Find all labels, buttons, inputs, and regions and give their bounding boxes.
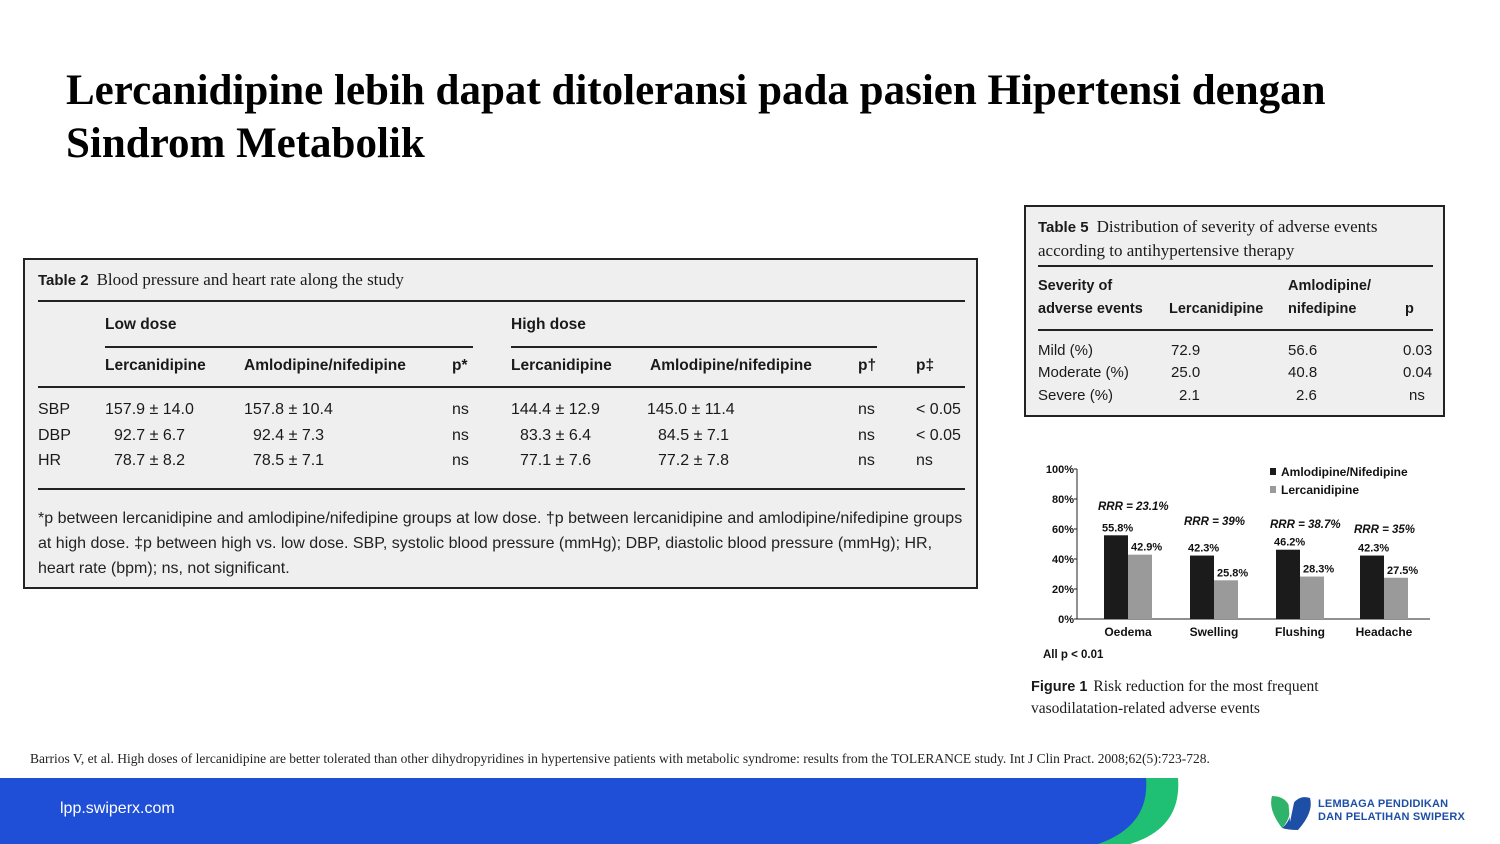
cell: 84.5 ± 7.1 (658, 427, 730, 444)
cell: 157.8 ± 10.4 (244, 401, 333, 418)
table-2-bottom-rule (38, 488, 965, 490)
cell: 2.1 (1179, 387, 1200, 404)
data-label: 42.3% (1188, 542, 1220, 555)
row-dbp-label: DBP (38, 427, 71, 444)
cell: ns (916, 452, 933, 469)
cell: ns (452, 427, 469, 444)
cell: ns (452, 452, 469, 469)
cell: 0.04 (1403, 364, 1433, 381)
data-label: 42.3% (1358, 542, 1390, 555)
cell: < 0.05 (916, 427, 961, 444)
head-amlodipine-2: nifedipine (1288, 301, 1357, 317)
figure-1-caption-line-1: Risk reduction for the most frequent (1093, 678, 1319, 695)
legend-label: Lercanidipine (1281, 483, 1360, 497)
cell: 157.9 ± 14.0 (105, 401, 194, 418)
table-2-title: Blood pressure and heart rate along the study (96, 270, 404, 289)
row-sbp-label: SBP (38, 401, 71, 418)
cell: ns (1409, 387, 1425, 404)
bar-amlodipine (1276, 550, 1300, 619)
x-tick-label: Swelling (1189, 625, 1239, 639)
x-tick-label: Flushing (1275, 625, 1325, 639)
group-low-dose: Low dose (105, 316, 177, 333)
bar-amlodipine (1190, 556, 1214, 619)
table-5-header-rule (1038, 329, 1433, 331)
cell: ns (858, 427, 875, 444)
cell: 0.03 (1403, 342, 1433, 359)
rrr-annotation: RRR = 39% (1184, 516, 1246, 528)
slide-title: Lercanidipine lebih dapat ditoleransi pada pasien Hipertensi dengan Sindrom Metabolik (66, 67, 1326, 167)
head-severity-2: adverse events (1038, 301, 1143, 317)
cell: 145.0 ± 11.4 (647, 401, 735, 418)
logo-line-2: DAN PELATIHAN SWIPERX (1318, 811, 1466, 823)
table-5-label: Table 5 (1038, 219, 1089, 236)
bar-lercanidipine (1384, 578, 1408, 619)
table-5-adverse-events (1024, 205, 1445, 417)
y-tick-label: 80% (1051, 494, 1074, 506)
cell: 2.6 (1296, 387, 1317, 404)
logo-text (1318, 798, 1465, 824)
cell: ns (858, 401, 875, 418)
low-dose-rule (105, 346, 473, 348)
table-2-footnote: *p between lercanidipine and amlodipine/nifedipine groups at low dose. †p between lercanidipine and amlodipine/nifedipine groups at high dose. ‡p between high vs. low dose. SBP, systolic blood pressure (mmHg); DBP, diastolic blood pressure (mmHg); HR, heart rate (bpm); ns, not significant. (38, 510, 963, 577)
table-2-header-rule (38, 386, 965, 388)
rrr-annotation: RRR = 35% (1354, 524, 1416, 536)
head-lercanidipine: Lercanidipine (1169, 301, 1264, 317)
data-label: 55.8% (1102, 522, 1134, 535)
group-high-dose: High dose (511, 316, 586, 333)
head-severity-1: Severity of (1038, 278, 1113, 294)
cell: 92.7 ± 6.7 (114, 427, 186, 444)
y-tick-label: 40% (1051, 554, 1074, 566)
high-dose-rule (511, 346, 877, 348)
col-p-dagger: p† (858, 357, 877, 374)
table-2-label: Table 2 (38, 272, 89, 289)
y-tick-label: 100% (1045, 464, 1074, 476)
cell: 77.2 ± 7.8 (658, 452, 730, 469)
cell: 25.0 (1171, 364, 1201, 381)
data-label: 42.9% (1131, 541, 1163, 554)
cell: 72.9 (1171, 342, 1201, 359)
figure-1-caption-line-2: vasodilatation-related adverse events (1031, 700, 1260, 717)
cell: ns (452, 401, 469, 418)
col-high-amlodipine: Amlodipine/nifedipine (650, 357, 812, 374)
head-amlodipine-1: Amlodipine/ (1288, 278, 1371, 294)
data-label: 25.8% (1217, 567, 1249, 580)
footer-url-link[interactable]: lpp.swiperx.com (60, 800, 175, 817)
row-severe-label: Severe (%) (1038, 387, 1114, 404)
figure-1-label: Figure 1 (1031, 679, 1088, 695)
legend-swatch (1270, 468, 1276, 475)
cell: 92.4 ± 7.3 (253, 427, 325, 444)
cell: 78.5 ± 7.1 (253, 452, 325, 469)
logo-line-1: LEMBAGA PENDIDIKAN (1318, 798, 1449, 810)
bar-lercanidipine (1214, 580, 1238, 619)
legend-swatch (1270, 486, 1276, 493)
figure-note: All p < 0.01 (1043, 649, 1104, 661)
cell: 40.8 (1288, 364, 1318, 381)
col-p-double-dagger: p‡ (916, 357, 935, 374)
cell: ns (858, 452, 875, 469)
bar-lercanidipine (1128, 555, 1152, 619)
head-p: p (1405, 301, 1414, 317)
table-2-top-rule (38, 300, 965, 302)
figure-1-caption (1031, 676, 1451, 720)
col-p-star: p* (452, 357, 468, 374)
bar-amlodipine (1104, 535, 1128, 619)
cell: 83.3 ± 6.4 (520, 427, 592, 444)
table-2-blood-pressure (23, 258, 978, 589)
cell: < 0.05 (916, 401, 961, 418)
col-low-lercanidipine: Lercanidipine (105, 357, 206, 374)
row-moderate-label: Moderate (%) (1038, 364, 1129, 381)
cell: 56.6 (1288, 342, 1318, 359)
table-2-caption (38, 270, 404, 290)
x-tick-label: Oedema (1104, 625, 1152, 639)
rrr-annotation: RRR = 38.7% (1270, 519, 1341, 531)
y-tick-label: 0% (1058, 614, 1074, 626)
data-label: 27.5% (1387, 564, 1419, 577)
y-tick-label: 20% (1051, 584, 1074, 596)
rrr-annotation: RRR = 23.1% (1098, 501, 1169, 513)
x-tick-label: Headache (1355, 625, 1413, 639)
legend-label: Amlodipine/Nifedipine (1281, 465, 1408, 479)
cell: 77.1 ± 7.6 (520, 452, 592, 469)
figure-1-bar-chart (1030, 455, 1450, 670)
data-label: 46.2% (1274, 536, 1306, 549)
row-mild-label: Mild (%) (1038, 342, 1093, 359)
y-tick-label: 60% (1051, 524, 1074, 536)
col-low-amlodipine: Amlodipine/nifedipine (244, 357, 406, 374)
col-high-lercanidipine: Lercanidipine (511, 357, 612, 374)
row-hr-label: HR (38, 452, 62, 469)
table-5-caption (1038, 215, 1438, 263)
bar-lercanidipine (1300, 577, 1324, 619)
citation: Barrios V, et al. High doses of lercanidipine are better tolerated than other dihydropyridines in hypertensive patients with metabolic syndrome: results from the TOLERANCE study. Int J Clin Pract. 2008;62(5):723-728. (30, 751, 1210, 766)
cell: 144.4 ± 12.9 (511, 401, 600, 418)
table-5-caption-line-2: according to antihypertensive therapy (1038, 241, 1295, 260)
table-5-top-rule (1038, 265, 1433, 267)
table-5-caption-line-1: Distribution of severity of adverse events (1096, 217, 1378, 236)
bar-amlodipine (1360, 556, 1384, 619)
cell: 78.7 ± 8.2 (114, 452, 186, 469)
data-label: 28.3% (1303, 563, 1335, 576)
